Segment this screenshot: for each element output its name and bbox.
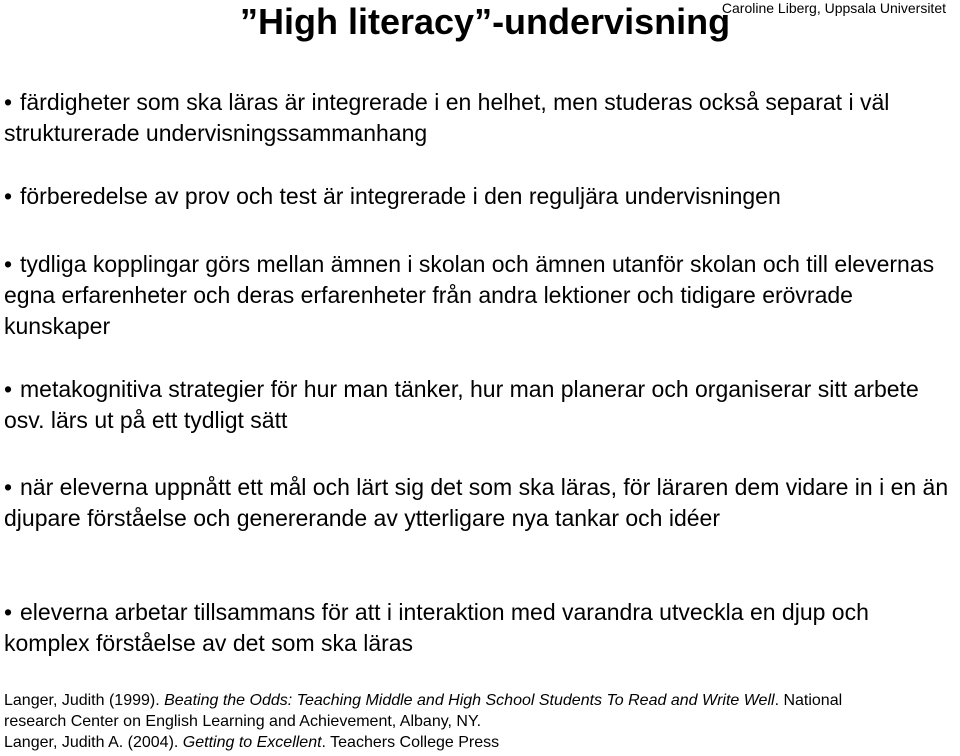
bullet-item bbox=[4, 249, 956, 342]
bullet-item bbox=[4, 181, 956, 212]
bullet-item bbox=[4, 87, 956, 149]
reference-2 bbox=[4, 732, 956, 753]
bullet-dot: • bbox=[4, 599, 13, 625]
bullet-text: förberedelse av prov och test är integrerade i den reguljära undervisningen bbox=[20, 183, 781, 209]
bullet-text: tydliga kopplingar görs mellan ämnen i skolan och ämnen utanför skolan och till elevernas egna erfarenheter och deras erfarenheter från andra lektioner och tidigare erövrade kunskaper bbox=[4, 251, 935, 339]
bullet-dot: • bbox=[4, 89, 13, 115]
reference-2-publisher: . Teachers College Press bbox=[321, 734, 500, 751]
bullet-text: metakognitiva strategier för hur man tänker, hur man planerar och organiserar sitt arbete osv. lärs ut på ett tydligt sätt bbox=[4, 376, 919, 433]
author-credit: Caroline Liberg, Uppsala Universitet bbox=[721, 0, 946, 16]
bullet-dot: • bbox=[4, 376, 13, 402]
reference-2-title: Getting to Excellent bbox=[182, 734, 322, 751]
bullet-text: eleverna arbetar tillsammans för att i interaktion med varandra utveckla en djup och komplex förståelse av det som ska läras bbox=[4, 599, 869, 656]
bullet-item bbox=[4, 597, 956, 659]
reference-1-publisher: . National bbox=[774, 692, 843, 709]
bullet-dot: • bbox=[4, 251, 13, 277]
reference-1-author: Langer, Judith (1999). bbox=[4, 692, 165, 709]
reference-1-line-2: research Center on English Learning and Achievement, Albany, NY. bbox=[4, 713, 482, 730]
bullet-item bbox=[4, 472, 956, 534]
reference-1-title: Beating the Odds: Teaching Middle and High School Students To Read and Write Well bbox=[164, 692, 775, 709]
slide-title: ”High literacy”-undervisning bbox=[240, 1, 731, 42]
reference-2-author: Langer, Judith A. (2004). bbox=[4, 734, 183, 751]
bullet-text: färdigheter som ska läras är integrerade i en helhet, men studeras också separat i väl strukturerade undervisningssammanhang bbox=[4, 89, 890, 146]
references bbox=[4, 690, 956, 753]
bullet-dot: • bbox=[4, 474, 13, 500]
bullet-dot: • bbox=[4, 183, 13, 209]
reference-1-line-1 bbox=[4, 690, 956, 711]
bullet-item bbox=[4, 374, 956, 436]
bullet-text: när eleverna uppnått ett mål och lärt sig det som ska läras, för läraren dem vidare in i en än djupare förståelse och genererande av ytterligare nya tankar och idéer bbox=[4, 474, 949, 531]
